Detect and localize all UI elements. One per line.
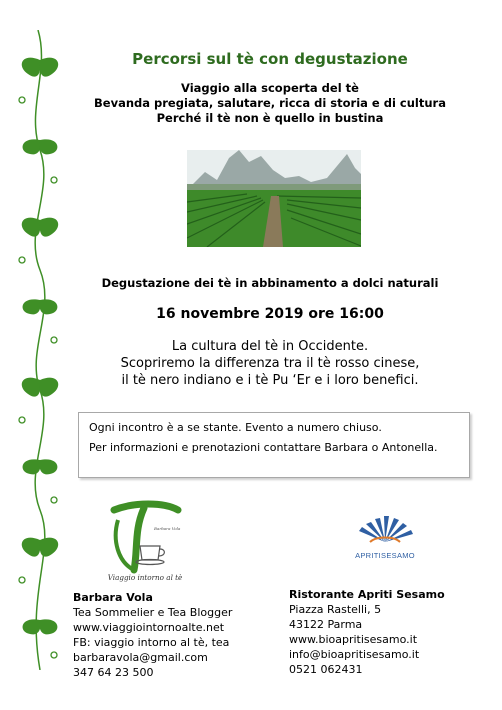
info-line: Per informazioni e prenotazioni contattare Barbara o Antonella. <box>89 441 438 454</box>
logo-caption: Viaggio intorno al tè <box>107 573 183 582</box>
event-date: 16 novembre 2019 ore 16:00 <box>156 306 384 322</box>
page-title: Percorsi sul tè con degustazione <box>132 50 408 68</box>
viaggio-intorno-al-te-logo <box>104 500 186 588</box>
contact-role: Tea Sommelier e Tea Blogger <box>73 606 233 619</box>
apriti-sesamo-logo <box>344 512 426 567</box>
contact-website[interactable]: www.bioapritisesamo.it <box>289 633 418 646</box>
contact-barbara <box>73 590 232 680</box>
contact-phone: 0521 062431 <box>289 663 363 676</box>
contact-name: Ristorante Apriti Sesamo <box>289 588 445 601</box>
intro-line: Viaggio alla scoperta del tè <box>181 81 359 95</box>
tea-plantation-photo <box>187 150 361 247</box>
contact-website[interactable]: www.viaggiointornoalte.net <box>73 621 225 634</box>
info-box <box>78 412 470 478</box>
logo-small-text: Barbara Vola <box>154 526 181 531</box>
contact-email[interactable]: info@bioapritisesamo.it <box>289 648 420 661</box>
vine-border-decoration <box>10 30 66 670</box>
contact-ristorante <box>289 587 445 677</box>
tasting-heading: Degustazione dei tè in abbinamento a dolci naturali <box>101 276 439 290</box>
description-line: Scopriremo la differenza tra il tè rosso cinese, <box>120 356 420 371</box>
intro-block <box>60 81 480 126</box>
description-line: il tè nero indiano e i tè Pu ‘Er e i loro benefici. <box>121 373 419 388</box>
description-line: La cultura del tè in Occidente. <box>171 339 369 354</box>
contact-facebook: FB: viaggio intorno al tè, tea <box>73 636 230 649</box>
info-line: Ogni incontro è a se stante. Evento a numero chiuso. <box>89 421 382 434</box>
intro-line: Bevanda pregiata, salutare, ricca di storia e di cultura <box>94 96 446 110</box>
event-description <box>60 323 480 389</box>
logo-text: APRITISESAMO <box>355 551 415 560</box>
contact-city: 43122 Parma <box>289 618 363 631</box>
contact-phone: 347 64 23 500 <box>73 666 154 679</box>
contact-email[interactable]: barbaravola@gmail.com <box>73 651 208 664</box>
intro-line: Perché il tè non è quello in bustina <box>156 111 384 125</box>
contact-address: Piazza Rastelli, 5 <box>289 603 382 616</box>
contact-name: Barbara Vola <box>73 591 153 604</box>
